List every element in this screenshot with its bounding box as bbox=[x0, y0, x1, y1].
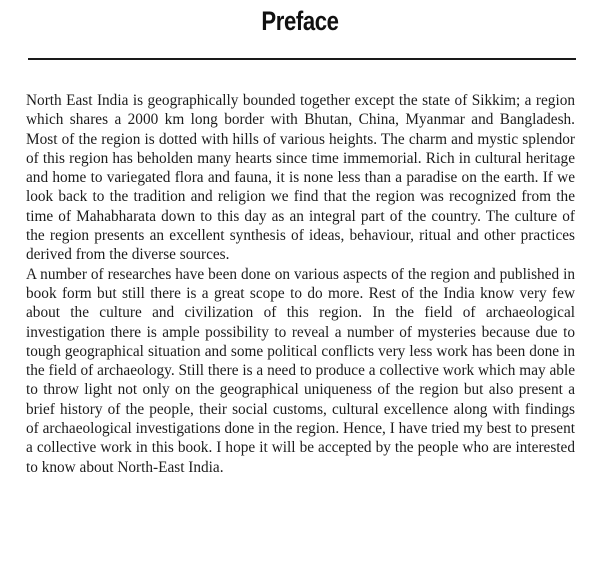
paragraph-2: A number of researches have been done on various aspects of the region and published in book form but still there is a great scope to do more. Rest of the India know very few about the culture and civilization of this region. In the field of archaeological investigation there is ample possibility to reveal a number of mysteries because due to tough geographical situation and some political conflicts very less work has been done in the field of archaeology. Still there is a need to produce a collective work which may able to throw light not only on the geographical uniqueness of the region but also present a brief history of the people, their social customs, cultural excellence along with findings of archaeological investigations done in the region. Hence, I have tried my best to present a collective work in this book. I hope it will be accepted by the people who are interested to know about North-East India. bbox=[26, 265, 575, 476]
title-divider bbox=[28, 58, 576, 60]
preface-body bbox=[26, 91, 575, 477]
page-title: Preface bbox=[261, 6, 339, 36]
paragraph-1: North East India is geographically bounded together except the state of Sikkim; a region which shares a 2000 km long border with Bhutan, China, Myanmar and Bangladesh. Most of the region is dotted with hills of various heights. The charm and mystic splendor of this region has beholden many hearts since time immemorial. Rich in cultural heritage and home to variegated flora and fauna, it is none less than a paradise on the earth. If we look back to the tradition and religion we find that the region was recognized from the time of Mahabharata down to this day as an integral part of the country. The culture of the region presents an excellent synthesis of ideas, behaviour, ritual and other practices derived from the diverse sources. bbox=[26, 92, 575, 264]
